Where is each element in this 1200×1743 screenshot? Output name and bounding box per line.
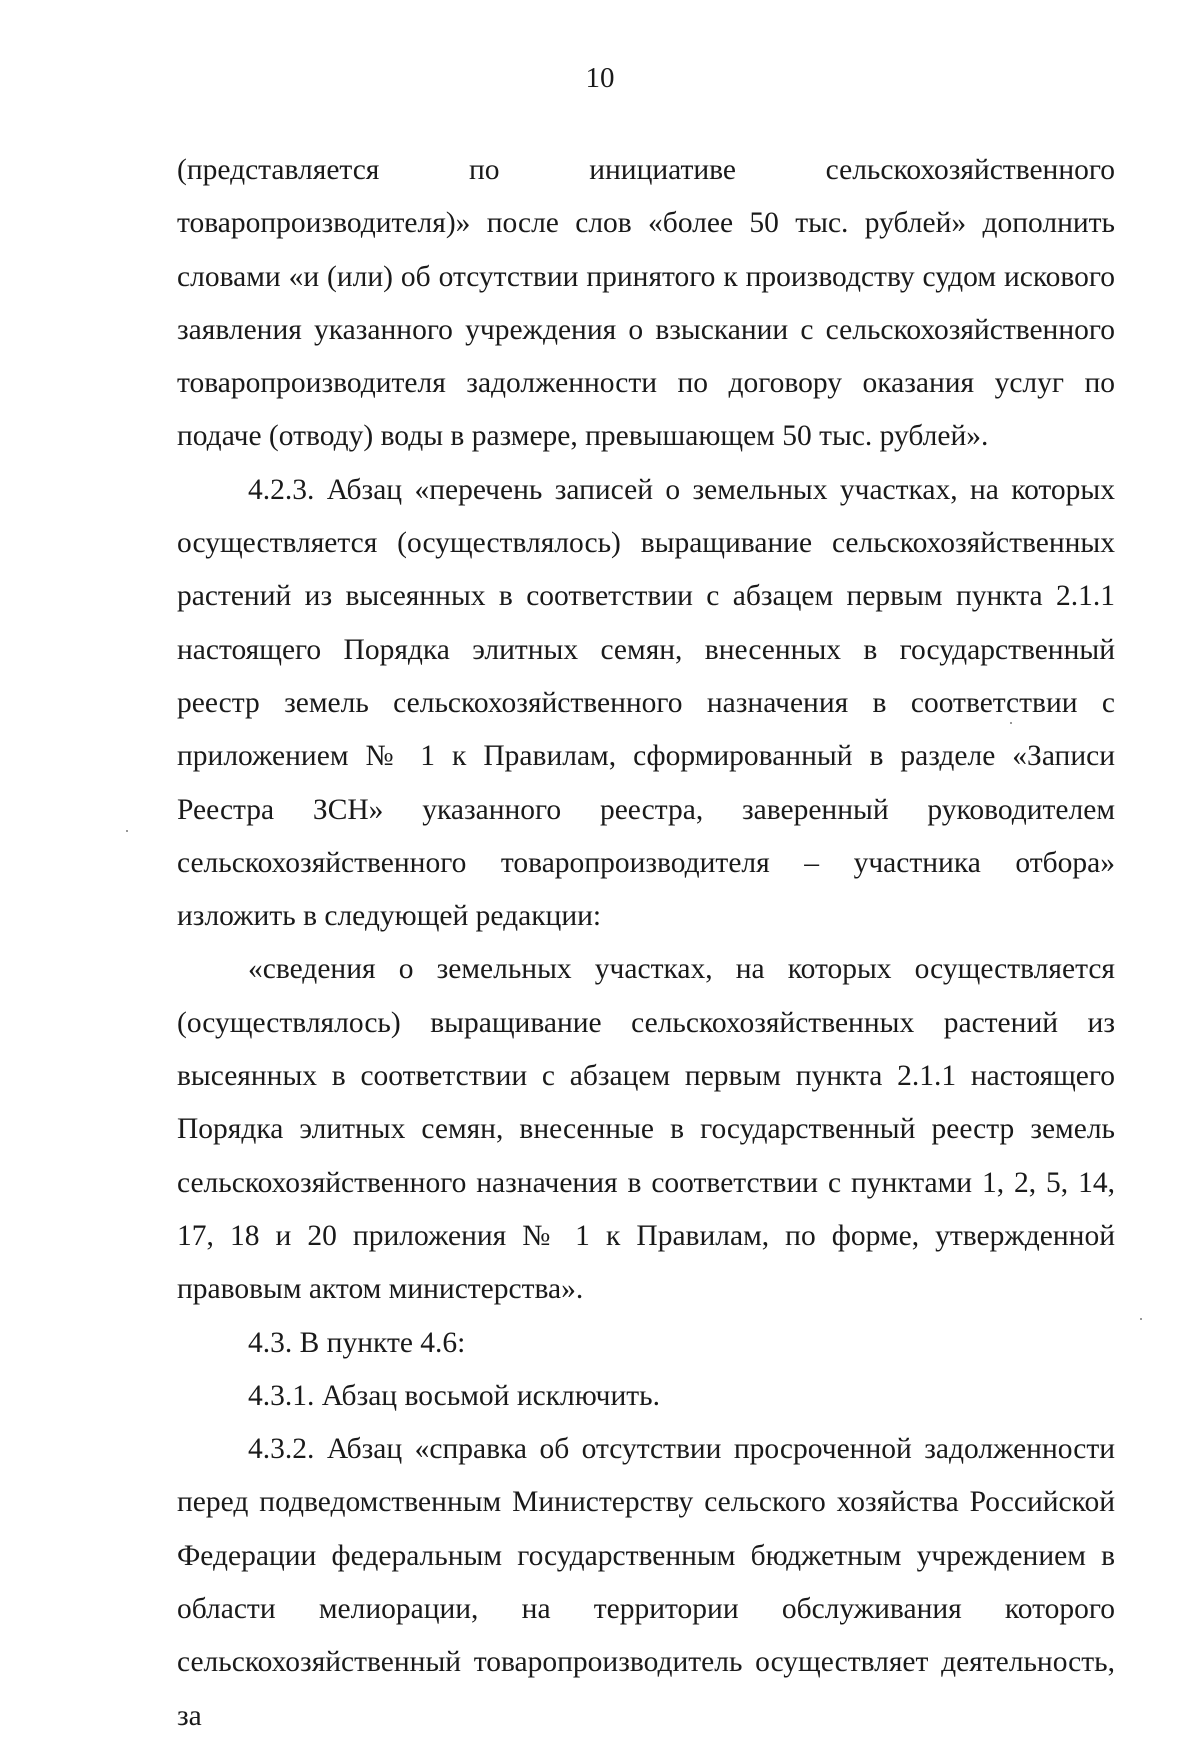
scan-speck — [126, 830, 128, 832]
paragraph-quoted-replacement: «сведения о земельных участках, на которых осуществляется (осуществлялось) выращивание сельскохозяйственных растений из высеянных в соответствии с абзацем первым пункта 2.1.1 настоящего Порядка элитных семян, внесенные в государственный реестр земель сельскохозяйственного назначения в соответствии с пунктами 1, 2, 5, 14, 17, 18 и 20 приложения № 1 к Правилам, по форме, утвержденной правовым актом министерства». — [177, 953, 1115, 1306]
scan-speck — [1140, 1318, 1142, 1320]
document-body — [177, 144, 1115, 1743]
scan-speck — [1010, 722, 1012, 724]
paragraph-4-3: 4.3. В пункте 4.6: — [248, 1326, 466, 1359]
page-number: 10 — [585, 62, 615, 94]
paragraph-4-3-1: 4.3.1. Абзац восьмой исключить. — [248, 1379, 661, 1412]
paragraph-4-2-3: 4.2.3. Абзац «перечень записей о земельных участках, на которых осуществляется (осуществлялось) выращивание сельскохозяйственных растений из высеянных в соответствии с абзацем первым пункта 2.1.1 настоящего Порядка элитных семян, внесенных в государственный реестр земель сельскохозяйственного назначения в соответствии с приложением № 1 к Правилам, сформированный в разделе «Записи Реестра ЗСН» указанного реестра, заверенный руководителем сельскохозяйственного товаропроизводителя – участника отбора» изложить в следующей редакции: — [177, 473, 1115, 933]
paragraph-continuation: (представляется по инициативе сельскохозяйственного товаропроизводителя)» после слов «более 50 тыс. рублей» дополнить словами «и (или) об отсутствии принятого к производству судом искового заявления указанного учреждения о взыскании с сельскохозяйственного товаропроизводителя задолженности по договору оказания услуг по подаче (отводу) воды в размере, превышающем 50 тыс. рублей». — [177, 154, 1115, 453]
paragraph-4-3-2: 4.3.2. Абзац «справка об отсутствии просроченной задолженности перед подведомственным Министерству сельского хозяйства Российской Федерации федеральным государственным бюджетным учреждением в области мелиорации, на территории обслуживания которого сельскохозяйственный товаропроизводитель осуществляет деятельность, за — [177, 1433, 1115, 1732]
